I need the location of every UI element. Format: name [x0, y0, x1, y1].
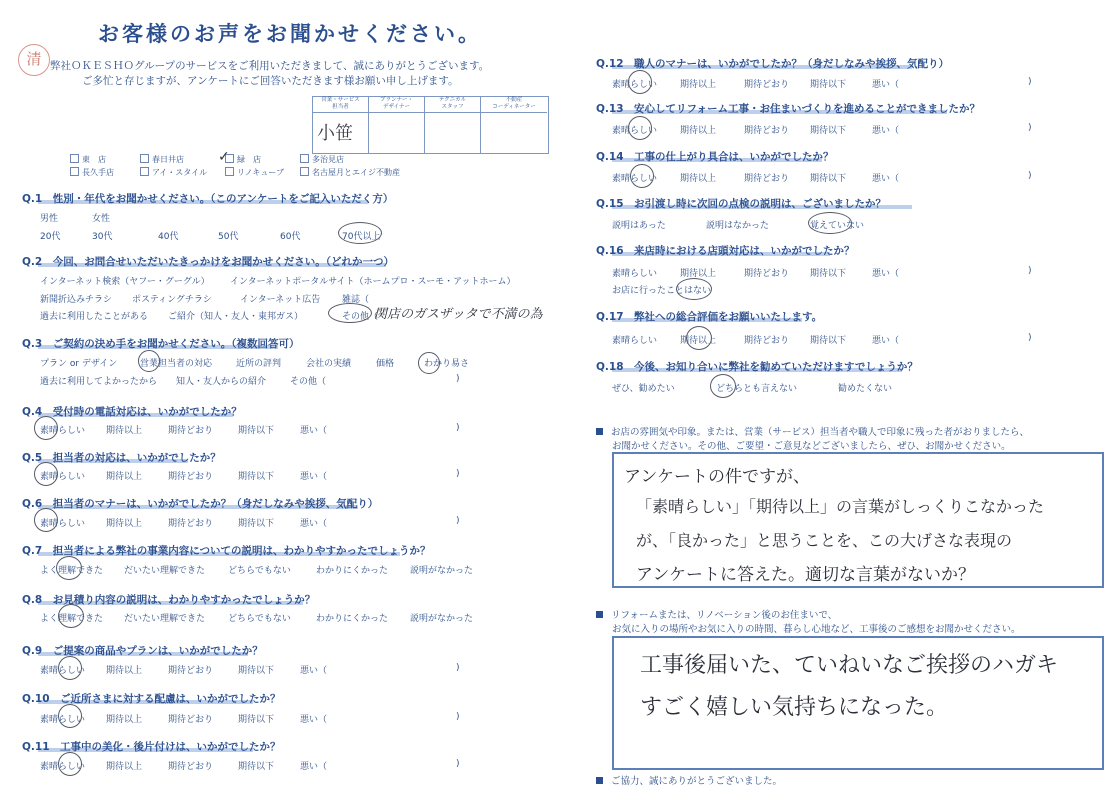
option[interactable]: 期待以上 — [106, 666, 143, 676]
seal-stamp: 清 — [18, 44, 50, 76]
option[interactable]: ご紹介（知人・友人・東邦ガス） — [168, 312, 304, 322]
option[interactable]: 説明がなかった — [410, 614, 474, 624]
option[interactable]: ) — [1028, 333, 1032, 343]
option[interactable]: その他（ — [290, 377, 327, 387]
question-q9: Q.9 ご提案の商品やプランは、いかがでしたか？ — [22, 645, 263, 657]
handwritten-reason: 関店のガスザッタで不満の為 — [374, 307, 543, 322]
option[interactable]: 悪い（ — [872, 269, 900, 279]
answer-circle — [34, 508, 58, 532]
checkbox-icon — [70, 154, 79, 163]
answer-circle — [630, 164, 654, 188]
option[interactable]: だいたい理解できた — [124, 566, 206, 576]
option[interactable]: 期待以下 — [238, 426, 275, 436]
option[interactable]: 悪い（ — [300, 426, 328, 436]
square-bullet-icon — [596, 428, 603, 435]
answer-circle — [418, 352, 440, 374]
question-q10: Q.10 ご近所さまに対する配慮は、いかがでしたか？ — [22, 693, 281, 705]
option[interactable]: 期待以下 — [810, 336, 847, 346]
option[interactable]: 60代 — [280, 232, 301, 242]
question-q14: Q.14 工事の仕上がり具合は、いかがでしたか？ — [596, 151, 834, 163]
option[interactable]: 期待どおり — [744, 269, 790, 279]
question-q3: Q.3 ご契約の決め手をお聞かせください。（複数回答可） — [22, 338, 300, 350]
answer-circle — [138, 350, 160, 372]
question-q16: Q.16 来店時における店頭対応は、いかがでしたか？ — [596, 245, 855, 257]
question-q17: Q.17 弊社への総合評価をお願いいたします。 — [596, 311, 823, 323]
option[interactable]: 期待どおり — [168, 762, 214, 772]
option[interactable]: 過去に利用してよかったから — [40, 377, 158, 387]
option[interactable]: 説明はなかった — [706, 221, 770, 231]
handwritten-line: アンケートの件ですが、 — [624, 467, 810, 487]
option[interactable]: ) — [1028, 123, 1032, 133]
option[interactable]: 70代以上 — [342, 232, 381, 242]
intro-line-2: ご多忙と存じますが、アンケートにご回答いただきます様お願い申し上げます。 — [82, 75, 459, 87]
answer-circle — [328, 303, 372, 323]
square-bullet-icon — [596, 611, 603, 618]
store-option[interactable]: リノキューブ — [225, 167, 284, 178]
option[interactable]: 期待どおり — [168, 426, 214, 436]
answer-circle — [56, 556, 82, 580]
option[interactable]: ) — [1028, 266, 1032, 276]
answer-circle — [808, 212, 852, 234]
handwritten-line: すごく嬉しい気持ちになった。 — [640, 695, 949, 720]
store-option[interactable]: 多治見店 — [300, 154, 344, 165]
option[interactable]: ) — [456, 712, 460, 722]
option[interactable]: ) — [456, 663, 460, 673]
option[interactable]: 期待以下 — [238, 666, 275, 676]
option[interactable]: 素晴らしい — [612, 269, 658, 279]
answer-circle — [628, 116, 652, 140]
option[interactable]: その他（ — [342, 312, 379, 322]
option[interactable]: 期待以下 — [238, 715, 275, 725]
option[interactable]: 素晴らしい — [612, 126, 658, 136]
option[interactable]: ) — [456, 516, 460, 526]
store-option[interactable]: 長久手店 — [70, 167, 114, 178]
answer-circle — [676, 278, 712, 300]
option[interactable]: ぜひ、勧めたい — [612, 384, 675, 394]
option[interactable]: 期待以下 — [238, 519, 275, 529]
option[interactable]: 新聞折込みチラシ — [40, 295, 113, 305]
comment-box[interactable] — [612, 452, 1104, 588]
option[interactable]: 素晴らしい — [40, 519, 86, 529]
option[interactable]: 期待以下 — [238, 472, 275, 482]
answer-circle — [58, 656, 82, 680]
option[interactable]: 期待以上 — [106, 715, 143, 725]
option[interactable]: ポスティングチラシ — [132, 295, 212, 305]
option[interactable]: 期待以下 — [810, 269, 847, 279]
option[interactable]: わかり易さ — [424, 359, 470, 369]
handwritten-line: 工事後届いた、ていねいなご挨拶のハガキ — [640, 653, 1059, 678]
option[interactable]: 近所の評判 — [236, 359, 282, 369]
option[interactable]: 期待以下 — [810, 80, 847, 90]
option[interactable]: 期待どおり — [744, 174, 790, 184]
answer-circle — [34, 416, 58, 440]
option[interactable]: 悪い（ — [300, 472, 328, 482]
option[interactable]: 素晴らしい — [40, 762, 86, 772]
option[interactable]: 悪い（ — [872, 126, 900, 136]
option[interactable]: わかりにくかった — [316, 614, 389, 624]
option[interactable]: 説明はあった — [612, 221, 666, 231]
option[interactable]: 素晴らしい — [40, 472, 86, 482]
option[interactable]: 期待どおり — [168, 472, 214, 482]
question-q2: Q.2 今回、お問合せいただいたきっかけをお聞かせください。（どれか一つ） — [22, 256, 394, 268]
option[interactable]: だいたい理解できた — [124, 614, 206, 624]
handwritten-line: アンケートに答えた。適切な言葉がないか？ — [636, 565, 975, 585]
option[interactable]: よく理解できた — [40, 614, 104, 624]
staff-cell-sales — [313, 97, 369, 153]
option[interactable]: 素晴らしい — [612, 80, 658, 90]
staff-header-sales: 営業・サービス 担当者 — [313, 97, 368, 113]
option[interactable]: 素晴らしい — [612, 174, 658, 184]
option[interactable]: 素晴らしい — [40, 666, 86, 676]
comment-prompt: お店の雰囲気や印象。または、営業（サービス）担当者や職人で印象に残った者がおりましたら、 — [596, 424, 1029, 438]
checkbox-icon — [300, 167, 309, 176]
check-mark-icon: ✓ — [218, 149, 230, 165]
option[interactable]: 雑誌（ — [342, 295, 370, 305]
option[interactable]: 期待どおり — [168, 715, 214, 725]
option[interactable]: 悪い（ — [300, 715, 328, 725]
store-option[interactable]: 緑 店 — [225, 154, 261, 165]
question-q11: Q.11 工事中の美化・後片付けは、いかがでしたか？ — [22, 741, 281, 753]
intro-line-1: 弊社ＯＫＥＳＨＯグループのサービスをご利用いただきまして、誠にありがとうございます。 — [50, 60, 490, 72]
option[interactable]: インターネット広告 — [240, 295, 321, 305]
question-q15: Q.15 お引渡し時に次回の点検の説明は、ございましたか？ — [596, 198, 887, 210]
option[interactable]: 期待以上 — [106, 762, 143, 772]
option[interactable]: お店に行ったことはない — [612, 286, 712, 296]
question-q18: Q.18 今後、お知り合いに弊社を勧めていただけますでしょうか？ — [596, 361, 918, 373]
option[interactable]: 説明がなかった — [410, 566, 474, 576]
option[interactable]: 期待以上 — [106, 519, 143, 529]
staff-name-handwritten: 小笹 — [317, 123, 353, 144]
option[interactable]: 価格 — [376, 359, 395, 369]
store-option[interactable]: 名古屋月とエイジ不動産 — [300, 167, 400, 178]
option[interactable]: 30代 — [92, 232, 113, 242]
store-option[interactable]: アイ・スタイル — [140, 167, 207, 178]
option[interactable]: インターネットポータルサイト（ホームプロ・スーモ・アットホーム） — [230, 277, 516, 287]
option[interactable]: ) — [456, 469, 460, 479]
comment-prompt-line-2: お聞かせください。その他、ご要望・ご意見などございましたら、ぜひ、お聞かせください。 — [612, 441, 1011, 452]
handwritten-line: が、「良かった」と思うことを、この大げさな表現の — [636, 531, 1013, 550]
checkbox-icon — [70, 167, 79, 176]
checkbox-icon — [140, 154, 149, 163]
option[interactable]: インターネット検索（ヤフー・グーグル） — [40, 277, 210, 287]
answer-circle — [34, 462, 58, 486]
option[interactable]: 悪い（ — [872, 336, 900, 346]
question-q12: Q.12 職人のマナーは、いかがでしたか？（身だしなみや挨拶、気配り） — [596, 58, 950, 70]
option[interactable]: ) — [456, 374, 460, 384]
answer-circle — [686, 326, 712, 350]
option[interactable]: 期待以上 — [106, 426, 143, 436]
answer-circle — [710, 374, 736, 398]
impression-prompt: リフォームまたは、リノベーション後のお住まいで、 — [596, 607, 837, 621]
option[interactable]: 期待以下 — [238, 762, 275, 772]
option[interactable]: ) — [1028, 77, 1032, 87]
option[interactable]: 20代 — [40, 232, 61, 242]
question-q1: Q.1 性別・年代をお聞かせください。（このアンケートをご記入いただく方） — [22, 193, 394, 205]
option[interactable]: 営業担当者の対応 — [140, 359, 213, 369]
option[interactable]: 知人・友人からの紹介 — [176, 377, 267, 387]
option[interactable]: 期待以下 — [810, 126, 847, 136]
option[interactable]: 期待どおり — [168, 519, 214, 529]
option[interactable]: 女性 — [92, 214, 111, 224]
staff-header-planner: プランナー・ デザイナー — [369, 97, 424, 113]
option[interactable]: 期待以上 — [680, 126, 717, 136]
option[interactable]: どちらでもない — [228, 566, 291, 576]
option[interactable]: 素晴らしい — [612, 336, 658, 346]
impression-prompt-line-2: お気に入りの場所やお気に入りの時間、暮らし心地など、工事後のご感想をお聞かせください。 — [612, 624, 1021, 635]
option[interactable]: 悪い（ — [872, 174, 900, 184]
checkbox-icon — [225, 167, 234, 176]
closing-note: ご協力、誠にありがとうございました。 — [596, 773, 782, 787]
option[interactable]: 期待以上 — [106, 472, 143, 482]
option[interactable]: 勧めたくない — [838, 384, 893, 394]
staff-header-technical: テクニカル スタッフ — [425, 97, 480, 113]
option[interactable]: 素晴らしい — [40, 426, 86, 436]
question-q8: Q.8 お見積り内容の説明は、わかりやすかったでしょうか？ — [22, 594, 316, 606]
answer-circle — [338, 222, 382, 244]
answer-circle — [58, 752, 82, 776]
square-bullet-icon — [596, 777, 603, 784]
option[interactable]: 期待どおり — [744, 336, 790, 346]
handwritten-line: 「素晴らしい」「期待以上」の言葉がしっくりこなかった — [636, 497, 1045, 516]
option[interactable]: どちらでもない — [228, 614, 291, 624]
answer-circle — [58, 704, 82, 728]
question-q4: Q.4 受付時の電話対応は、いかがでしたか？ — [22, 406, 242, 418]
option[interactable]: どちらとも言えない — [716, 384, 798, 394]
option[interactable]: わかりにくかった — [316, 566, 389, 576]
checkbox-icon — [300, 154, 309, 163]
option[interactable]: 期待以下 — [810, 174, 847, 184]
store-option[interactable]: 東 店 — [70, 154, 106, 165]
impression-box[interactable] — [612, 636, 1104, 770]
option[interactable]: 覚えていない — [810, 221, 865, 231]
option[interactable]: 期待どおり — [168, 666, 214, 676]
option[interactable]: 過去に利用したことがある — [40, 312, 149, 322]
option[interactable]: 50代 — [218, 232, 239, 242]
option[interactable]: ) — [456, 759, 460, 769]
question-q6: Q.6 担当者のマナーは、いかがでしたか？（身だしなみや挨拶、気配り） — [22, 498, 379, 510]
survey-title: お客様のお声をお聞かせください。 — [98, 22, 482, 46]
option[interactable]: 素晴らしい — [40, 715, 86, 725]
staff-table — [312, 96, 549, 154]
staff-header-realestate: 不動産 コーディネーター — [481, 97, 547, 113]
option[interactable]: 期待以上 — [680, 336, 717, 346]
checkbox-icon — [140, 167, 149, 176]
option[interactable]: ) — [1028, 171, 1032, 181]
option[interactable]: 40代 — [158, 232, 179, 242]
staff-cell-technical — [425, 97, 481, 153]
store-option[interactable]: 春日井店 — [140, 154, 184, 165]
option[interactable]: 悪い（ — [300, 666, 328, 676]
answer-circle — [628, 70, 652, 94]
option[interactable]: 期待どおり — [744, 126, 790, 136]
staff-cell-realestate — [481, 97, 547, 153]
option[interactable]: よく理解できた — [40, 566, 104, 576]
option[interactable]: ) — [456, 423, 460, 433]
answer-circle — [58, 604, 84, 628]
option[interactable]: 悪い（ — [872, 80, 900, 90]
question-q7: Q.7 担当者による弊社の事業内容についての説明は、わかりやすかったでしょうか？ — [22, 545, 431, 557]
option[interactable]: 期待以上 — [680, 269, 717, 279]
option[interactable]: 期待どおり — [744, 80, 790, 90]
option[interactable]: 期待以上 — [680, 174, 717, 184]
question-q5: Q.5 担当者の対応は、いかがでしたか？ — [22, 452, 221, 464]
option[interactable]: 男性 — [40, 214, 59, 224]
option[interactable]: 悪い（ — [300, 519, 328, 529]
option[interactable]: 悪い（ — [300, 762, 328, 772]
staff-cell-planner — [369, 97, 425, 153]
option[interactable]: 会社の実績 — [306, 359, 352, 369]
question-q13: Q.13 安心してリフォーム工事・お住まいづくりを進めることができましたか？ — [596, 103, 981, 115]
option[interactable]: プラン or デザイン — [40, 359, 118, 369]
option[interactable]: 期待以上 — [680, 80, 717, 90]
